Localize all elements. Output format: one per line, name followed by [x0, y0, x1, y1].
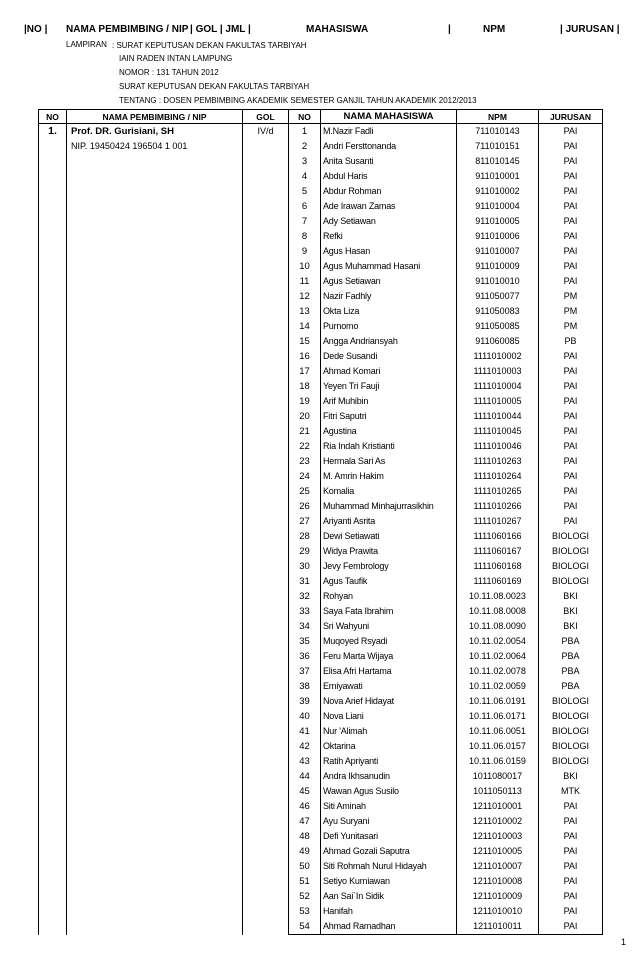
student-name: Agus Taufik [321, 574, 457, 589]
student-jurusan: PAI [539, 199, 603, 214]
student-name: Nova Liani [321, 709, 457, 724]
student-name: Agus Hasan [321, 244, 457, 259]
student-npm: 10.11.02.0059 [457, 679, 539, 694]
student-npm: 10.11.06.0157 [457, 739, 539, 754]
student-name: Nur 'Alimah [321, 724, 457, 739]
advisor-number: 1. [39, 124, 67, 935]
student-name: Aan Sai`In Sidik [321, 889, 457, 904]
student-number: 26 [289, 499, 321, 514]
student-name: Elisa Afri Hartama [321, 664, 457, 679]
student-npm: 711010143 [457, 124, 539, 140]
advisor-student-table [38, 109, 603, 935]
student-name: Widya Prawita [321, 544, 457, 559]
student-jurusan: BIOLOGI [539, 574, 603, 589]
student-number: 2 [289, 139, 321, 154]
student-name: Fitri Saputri [321, 409, 457, 424]
lampiran-label: LAMPIRAN [66, 40, 107, 49]
student-npm: 911010004 [457, 199, 539, 214]
header-mahasiswa: MAHASISWA [306, 24, 369, 35]
student-number: 33 [289, 604, 321, 619]
page-number: 1 [621, 937, 627, 947]
student-number: 42 [289, 739, 321, 754]
student-jurusan: BIOLOGI [539, 709, 603, 724]
student-jurusan: PAI [539, 139, 603, 154]
col-header-no: NO [39, 110, 67, 124]
student-name: Dede Susandi [321, 349, 457, 364]
student-npm: 911050085 [457, 319, 539, 334]
student-number: 39 [289, 694, 321, 709]
student-name: Erniyawati [321, 679, 457, 694]
student-jurusan: PAI [539, 184, 603, 199]
student-name: Muhammad Minhajurrasikhin [321, 499, 457, 514]
student-number: 40 [289, 709, 321, 724]
student-number: 5 [289, 184, 321, 199]
student-name: Ahmad Gozali Saputra [321, 844, 457, 859]
student-name: Ahmad Komari [321, 364, 457, 379]
student-npm: 1111060169 [457, 574, 539, 589]
student-number: 53 [289, 904, 321, 919]
top-header [0, 24, 638, 38]
student-name: Ade Irawan Zamas [321, 199, 457, 214]
student-name: Defi Yunitasari [321, 829, 457, 844]
advisor-name: Prof. DR. Gurisiani, SH [71, 126, 174, 137]
student-jurusan: BIOLOGI [539, 544, 603, 559]
student-jurusan: PBA [539, 634, 603, 649]
student-npm: 10.11.08.0023 [457, 589, 539, 604]
student-name: Agustina [321, 424, 457, 439]
student-number: 29 [289, 544, 321, 559]
student-name: Setiyo Kurniawan [321, 874, 457, 889]
student-name: Yeyen Tri Fauji [321, 379, 457, 394]
student-npm: 1111010263 [457, 454, 539, 469]
table-header-row [39, 110, 603, 124]
student-npm: 1211010009 [457, 889, 539, 904]
student-npm: 1211010003 [457, 829, 539, 844]
student-number: 46 [289, 799, 321, 814]
student-name: Ariyanti Asrita [321, 514, 457, 529]
student-name: Muqoyed Rsyadi [321, 634, 457, 649]
student-name: Abdul Haris [321, 169, 457, 184]
student-npm: 811010145 [457, 154, 539, 169]
student-npm: 1111010002 [457, 349, 539, 364]
student-name: Rohyan [321, 589, 457, 604]
student-jurusan: PAI [539, 484, 603, 499]
student-jurusan: PAI [539, 874, 603, 889]
student-number: 23 [289, 454, 321, 469]
student-jurusan: PAI [539, 259, 603, 274]
student-name: Anita Susanti [321, 154, 457, 169]
student-npm: 1211010011 [457, 919, 539, 935]
student-npm: 1111010004 [457, 379, 539, 394]
header-separator: | [448, 24, 451, 35]
student-jurusan: PBA [539, 664, 603, 679]
student-npm: 1211010008 [457, 874, 539, 889]
student-npm: 1111060166 [457, 529, 539, 544]
student-jurusan: PAI [539, 904, 603, 919]
student-jurusan: PAI [539, 124, 603, 140]
student-jurusan: BIOLOGI [539, 739, 603, 754]
student-name: Nazir Fadhly [321, 289, 457, 304]
student-jurusan: PAI [539, 274, 603, 289]
student-jurusan: PAI [539, 424, 603, 439]
student-jurusan: PAI [539, 364, 603, 379]
student-jurusan: PAI [539, 844, 603, 859]
header-no: |NO | [24, 24, 48, 35]
student-number: 14 [289, 319, 321, 334]
student-npm: 10.11.02.0064 [457, 649, 539, 664]
student-number: 7 [289, 214, 321, 229]
student-jurusan: PBA [539, 649, 603, 664]
student-number: 3 [289, 154, 321, 169]
lampiran-line: NOMOR : 131 TAHUN 2012 [119, 68, 219, 77]
col-header-nama-pembimbing: NAMA PEMBIMBING / NIP [67, 110, 243, 124]
student-name: Arif Muhibin [321, 394, 457, 409]
student-jurusan: PAI [539, 469, 603, 484]
student-number: 30 [289, 559, 321, 574]
student-number: 50 [289, 859, 321, 874]
student-npm: 1211010007 [457, 859, 539, 874]
student-jurusan: PAI [539, 439, 603, 454]
student-jurusan: PM [539, 319, 603, 334]
student-number: 45 [289, 784, 321, 799]
student-npm: 911010002 [457, 184, 539, 199]
student-jurusan: PAI [539, 169, 603, 184]
student-number: 51 [289, 874, 321, 889]
student-number: 38 [289, 679, 321, 694]
student-name: Ria Indah Kristianti [321, 439, 457, 454]
student-name: Okta Liza [321, 304, 457, 319]
student-jurusan: BIOLOGI [539, 529, 603, 544]
student-jurusan: PM [539, 304, 603, 319]
student-number: 31 [289, 574, 321, 589]
student-npm: 10.11.08.0008 [457, 604, 539, 619]
student-npm: 911010005 [457, 214, 539, 229]
student-name: Feru Marta Wijaya [321, 649, 457, 664]
student-number: 15 [289, 334, 321, 349]
header-nama-pembimbing: NAMA PEMBIMBING / NIP [66, 24, 189, 35]
student-name: M. Amrin Hakim [321, 469, 457, 484]
student-npm: 1211010005 [457, 844, 539, 859]
student-jurusan: PAI [539, 829, 603, 844]
student-jurusan: MTK [539, 784, 603, 799]
student-jurusan: PAI [539, 154, 603, 169]
student-number: 47 [289, 814, 321, 829]
student-jurusan: PAI [539, 379, 603, 394]
student-npm: 10.11.06.0191 [457, 694, 539, 709]
student-name: Ady Setiawan [321, 214, 457, 229]
student-jurusan: PB [539, 334, 603, 349]
student-name: Purnomo [321, 319, 457, 334]
student-npm: 1011080017 [457, 769, 539, 784]
student-npm: 911050077 [457, 289, 539, 304]
student-name: M.Nazir Fadli [321, 124, 457, 140]
student-number: 1 [289, 124, 321, 140]
student-jurusan: PAI [539, 499, 603, 514]
student-npm: 911060085 [457, 334, 539, 349]
table-row [39, 124, 603, 140]
student-name: Oktarina [321, 739, 457, 754]
student-number: 37 [289, 664, 321, 679]
student-number: 54 [289, 919, 321, 935]
student-name: Siti Rohmah Nurul Hidayah [321, 859, 457, 874]
col-header-no2: NO [289, 110, 321, 124]
student-number: 52 [289, 889, 321, 904]
lampiran-line: SURAT KEPUTUSAN DEKAN FAKULTAS TARBIYAH [119, 82, 310, 91]
student-npm: 10.11.08.0090 [457, 619, 539, 634]
student-number: 19 [289, 394, 321, 409]
table-body [39, 124, 603, 935]
student-jurusan: PAI [539, 814, 603, 829]
student-name: Agus Setiawan [321, 274, 457, 289]
student-number: 48 [289, 829, 321, 844]
student-npm: 911010009 [457, 259, 539, 274]
student-number: 20 [289, 409, 321, 424]
student-npm: 1011050113 [457, 784, 539, 799]
student-number: 43 [289, 754, 321, 769]
student-number: 11 [289, 274, 321, 289]
student-name: Agus Muhammad Hasani [321, 259, 457, 274]
lampiran-line: IAIN RADEN INTAN LAMPUNG [119, 54, 233, 63]
student-npm: 1111010267 [457, 514, 539, 529]
header-npm: NPM [483, 24, 506, 35]
student-jurusan: PAI [539, 394, 603, 409]
col-header-gol: GOL [243, 110, 289, 124]
header-gol-jml: | GOL | JML | [190, 24, 251, 35]
student-jurusan: PAI [539, 514, 603, 529]
student-name: Hanifah [321, 904, 457, 919]
student-number: 16 [289, 349, 321, 364]
student-name: Angga Andriansyah [321, 334, 457, 349]
student-npm: 10.11.06.0051 [457, 724, 539, 739]
student-name: Saya Fata Ibrahim [321, 604, 457, 619]
student-number: 36 [289, 649, 321, 664]
student-npm: 1211010001 [457, 799, 539, 814]
student-number: 44 [289, 769, 321, 784]
student-number: 8 [289, 229, 321, 244]
student-npm: 10.11.02.0054 [457, 634, 539, 649]
student-jurusan: BIOLOGI [539, 724, 603, 739]
student-jurusan: BKI [539, 589, 603, 604]
student-npm: 911010007 [457, 244, 539, 259]
student-name: Siti Aminah [321, 799, 457, 814]
student-jurusan: PAI [539, 454, 603, 469]
lampiran-line: : SURAT KEPUTUSAN DEKAN FAKULTAS TARBIYAH [112, 41, 307, 50]
student-npm: 1211010002 [457, 814, 539, 829]
student-number: 41 [289, 724, 321, 739]
student-npm: 1211010010 [457, 904, 539, 919]
student-name: Ayu Suryani [321, 814, 457, 829]
student-npm: 1111010266 [457, 499, 539, 514]
student-number: 28 [289, 529, 321, 544]
header-jurusan: | JURUSAN | [560, 24, 620, 35]
student-jurusan: BKI [539, 769, 603, 784]
col-header-nama-mahasiswa: NAMA MAHASISWA [321, 110, 457, 124]
advisor-info [67, 124, 243, 935]
advisor-nip: NIP. 19450424 196504 1 001 [71, 141, 188, 151]
student-name: Wawan Agus Susilo [321, 784, 457, 799]
student-name: Hermala Sari As [321, 454, 457, 469]
student-name: Jevy Fembrology [321, 559, 457, 574]
student-npm: 911010006 [457, 229, 539, 244]
student-jurusan: PAI [539, 859, 603, 874]
student-number: 18 [289, 379, 321, 394]
student-name: Sri Wahyuni [321, 619, 457, 634]
student-jurusan: PAI [539, 919, 603, 935]
student-npm: 10.11.06.0159 [457, 754, 539, 769]
student-jurusan: PBA [539, 679, 603, 694]
student-jurusan: PAI [539, 799, 603, 814]
student-npm: 1111010264 [457, 469, 539, 484]
student-npm: 10.11.02.0078 [457, 664, 539, 679]
student-number: 35 [289, 634, 321, 649]
student-npm: 1111060167 [457, 544, 539, 559]
student-number: 27 [289, 514, 321, 529]
student-name: Andra Ikhsanudin [321, 769, 457, 784]
student-number: 25 [289, 484, 321, 499]
student-number: 22 [289, 439, 321, 454]
student-npm: 1111010044 [457, 409, 539, 424]
student-npm: 1111010003 [457, 364, 539, 379]
student-number: 32 [289, 589, 321, 604]
student-name: Nova Arief Hidayat [321, 694, 457, 709]
student-npm: 1111010045 [457, 424, 539, 439]
student-jurusan: PAI [539, 229, 603, 244]
student-npm: 711010151 [457, 139, 539, 154]
student-jurusan: BIOLOGI [539, 559, 603, 574]
student-npm: 1111010005 [457, 394, 539, 409]
advisor-gol: IV/d [243, 124, 289, 935]
student-name: Abdur Rohman [321, 184, 457, 199]
student-number: 12 [289, 289, 321, 304]
student-name: Komalia [321, 484, 457, 499]
student-number: 17 [289, 364, 321, 379]
student-jurusan: BKI [539, 604, 603, 619]
student-name: Ahmad Ramadhan [321, 919, 457, 935]
lampiran-line: TENTANG : DOSEN PEMBIMBING AKADEMIK SEMESTER GANJIL TAHUN AKADEMIK 2012/2013 [119, 96, 477, 105]
student-jurusan: PAI [539, 349, 603, 364]
student-npm: 911050083 [457, 304, 539, 319]
student-npm: 1111010046 [457, 439, 539, 454]
student-number: 9 [289, 244, 321, 259]
student-number: 34 [289, 619, 321, 634]
student-number: 49 [289, 844, 321, 859]
col-header-jurusan: JURUSAN [539, 110, 603, 124]
student-jurusan: PAI [539, 889, 603, 904]
student-npm: 1111060168 [457, 559, 539, 574]
student-jurusan: PM [539, 289, 603, 304]
student-jurusan: BIOLOGI [539, 754, 603, 769]
student-npm: 911010010 [457, 274, 539, 289]
student-npm: 1111010265 [457, 484, 539, 499]
student-name: Dewi Setiawati [321, 529, 457, 544]
student-jurusan: PAI [539, 244, 603, 259]
student-npm: 911010001 [457, 169, 539, 184]
col-header-npm: NPM [457, 110, 539, 124]
student-number: 4 [289, 169, 321, 184]
student-jurusan: BKI [539, 619, 603, 634]
student-jurusan: PAI [539, 409, 603, 424]
student-number: 10 [289, 259, 321, 274]
student-number: 13 [289, 304, 321, 319]
student-name: Refki [321, 229, 457, 244]
student-name: Andri Fersttonanda [321, 139, 457, 154]
student-number: 6 [289, 199, 321, 214]
student-number: 24 [289, 469, 321, 484]
student-jurusan: PAI [539, 214, 603, 229]
student-jurusan: BIOLOGI [539, 694, 603, 709]
student-number: 21 [289, 424, 321, 439]
student-npm: 10.11.06.0171 [457, 709, 539, 724]
student-name: Ratih Apriyanti [321, 754, 457, 769]
